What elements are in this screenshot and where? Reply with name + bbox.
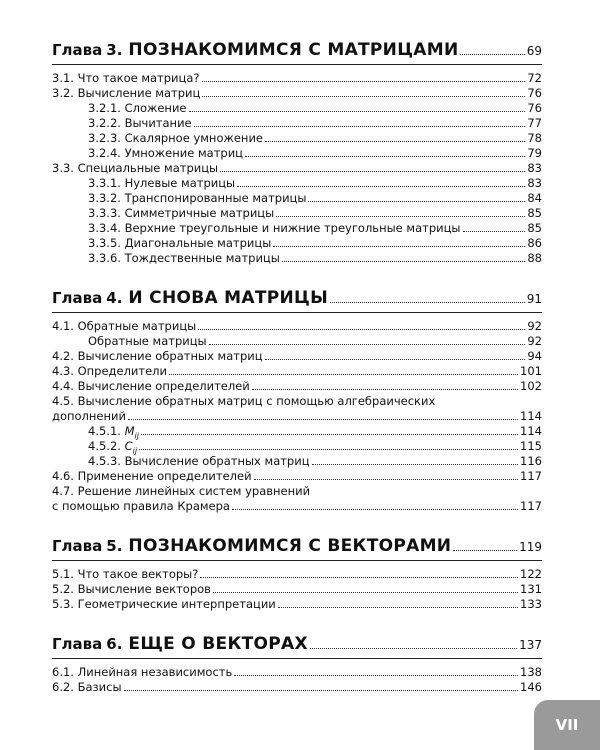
toc-entry-label: 4.5.2. $C_{ij}$ xyxy=(88,439,138,456)
chapter-heading xyxy=(52,288,542,313)
chapter-title: И СНОВА МАТРИЦЫ xyxy=(128,288,328,308)
toc-entry-text: 4.1. Обратные матрицы xyxy=(52,319,197,333)
toc-entry-page: 83 xyxy=(527,176,542,190)
toc-entry-text: 3.3.4. Верхние треугольные и нижние треугольные матрицы xyxy=(88,221,461,235)
chapter-title: ЕЩЕ О ВЕКТОРАХ xyxy=(128,634,308,654)
toc-entry xyxy=(52,86,542,101)
toc-entry-text: 5.3. Геометрические интерпретации xyxy=(52,597,276,611)
toc-entry-label xyxy=(88,191,306,206)
toc-entry-label xyxy=(52,597,276,612)
toc-entry-label: 4.5.1. $M_{ij}$ xyxy=(88,424,139,441)
toc-entry-page: 122 xyxy=(520,567,542,581)
toc-entry-label xyxy=(52,469,252,484)
toc-entry xyxy=(52,379,542,394)
toc-entry-label xyxy=(52,409,126,424)
toc-entry xyxy=(52,221,542,236)
toc-entry xyxy=(52,364,542,379)
toc-entry-label xyxy=(88,146,243,161)
toc-entry-text: 3.3. Специальные матрицы xyxy=(52,161,219,175)
toc-entry-text: 3.3.3. Симметричные матрицы xyxy=(88,206,275,220)
toc-entry-label xyxy=(88,221,461,236)
toc-entry-text: 4.2. Вычисление обратных матриц xyxy=(52,349,263,363)
toc-entry xyxy=(52,161,542,176)
toc-entry-page: 76 xyxy=(527,101,542,115)
toc-entry-page: 92 xyxy=(527,334,542,348)
toc-entry-label xyxy=(52,379,250,394)
toc-entry xyxy=(52,665,542,680)
dot-leader xyxy=(312,464,519,465)
toc-entry-label xyxy=(52,319,196,334)
dot-leader xyxy=(273,246,525,247)
toc-entry-label xyxy=(52,484,310,499)
toc-entry-subscript: ij xyxy=(134,431,139,441)
toc-entry-page: 92 xyxy=(527,319,542,333)
toc-entry-text: 5.2. Вычисление векторов xyxy=(52,582,211,596)
toc-entry-page: 85 xyxy=(527,206,542,220)
toc-entry-text: с помощью правила Крамера xyxy=(52,499,230,513)
toc-entry-page: 76 xyxy=(527,86,542,100)
toc-entry xyxy=(52,191,542,206)
chapter-page-number: 137 xyxy=(519,638,542,652)
dot-leader xyxy=(254,479,519,480)
chapter-page-number: 91 xyxy=(526,292,542,306)
chapter-number: 5. xyxy=(106,537,123,555)
toc-entry-page: 133 xyxy=(520,597,542,611)
dot-leader xyxy=(169,374,518,375)
toc-entry xyxy=(52,680,542,695)
chapter-heading xyxy=(52,40,542,65)
dot-leader xyxy=(330,302,525,303)
dot-leader xyxy=(198,329,525,330)
dot-leader xyxy=(278,607,518,608)
page-number-badge: VII xyxy=(534,700,600,750)
toc-entry xyxy=(52,236,542,251)
toc-entry-page: 131 xyxy=(520,582,542,596)
toc-entry-page: 114 xyxy=(520,424,542,438)
toc-entry-page: 138 xyxy=(520,665,542,679)
toc-entry-text: 5.1. Что такое векторы? xyxy=(52,567,199,581)
toc-entry-label xyxy=(52,161,218,176)
toc-entry-text: 4.5.3. Вычисление обратных матриц xyxy=(88,454,310,468)
toc-entry-text: 6.2. Базисы xyxy=(52,680,122,694)
dot-leader xyxy=(265,359,526,360)
toc-entry-page: 77 xyxy=(527,116,542,130)
dot-leader xyxy=(202,81,526,82)
dot-leader xyxy=(252,389,518,390)
dot-leader xyxy=(276,216,525,217)
toc-entry xyxy=(52,409,542,424)
chapter-section xyxy=(52,634,542,695)
toc-entry-text: 3.2.2. Вычитание xyxy=(88,116,192,130)
toc-entry-label xyxy=(52,499,230,514)
toc-entry xyxy=(52,439,542,454)
toc-entry-text: 6.1. Линейная независимость xyxy=(52,665,233,679)
toc-entry xyxy=(52,319,542,334)
toc-entry xyxy=(52,101,542,116)
toc-entry-page: 84 xyxy=(527,191,542,205)
dot-leader xyxy=(310,648,517,649)
toc-entry-label xyxy=(88,251,280,266)
toc-entry xyxy=(52,424,542,439)
toc-entry xyxy=(52,334,542,349)
dot-leader xyxy=(200,577,518,578)
toc-entry-text: 3.2. Вычисление матриц xyxy=(52,86,201,100)
chapter-page-number: 119 xyxy=(519,540,542,554)
chapter-word: Глава xyxy=(52,41,103,59)
toc-entry xyxy=(52,131,542,146)
dot-leader xyxy=(453,550,517,551)
toc-entry-text: 3.2.3. Скалярное умножение xyxy=(88,131,263,145)
chapter-word: Глава xyxy=(52,537,103,555)
dot-leader xyxy=(232,509,518,510)
toc-entry-page: 116 xyxy=(520,454,542,468)
toc-entry-subscript: ij xyxy=(132,446,138,456)
toc-entry-page: 85 xyxy=(527,221,542,235)
chapter-word: Глава xyxy=(52,289,103,307)
toc-entry-label xyxy=(88,101,187,116)
dot-leader xyxy=(202,96,525,97)
toc-entry-text: 4.5.2. xyxy=(88,439,125,453)
toc-entry-page: 88 xyxy=(527,251,542,265)
chapter-number: 4. xyxy=(106,289,123,307)
toc-entry-page: 72 xyxy=(527,71,542,85)
dot-leader xyxy=(282,261,526,262)
toc-entry-page: 101 xyxy=(520,364,542,378)
dot-leader xyxy=(194,126,526,127)
toc-entry-text: 3.1. Что такое матрица? xyxy=(52,71,200,85)
dot-leader xyxy=(265,141,525,142)
toc-entry-label xyxy=(52,71,200,86)
toc-entry-text: 3.3.1. Нулевые матрицы xyxy=(88,176,236,190)
toc-entry xyxy=(52,454,542,469)
toc-entry-label xyxy=(88,334,207,349)
chapter-section xyxy=(52,536,542,612)
toc-entry-label xyxy=(88,131,263,146)
chapter-page-number: 69 xyxy=(526,44,542,58)
dot-leader xyxy=(141,434,518,435)
toc-entry-label xyxy=(88,176,235,191)
table-of-contents xyxy=(52,40,542,717)
toc-entry xyxy=(52,597,542,612)
chapter-heading xyxy=(52,536,542,561)
toc-entry xyxy=(52,499,542,514)
toc-entry-text: 3.3.6. Тождественные матрицы xyxy=(88,251,280,265)
toc-entry xyxy=(52,484,542,499)
toc-entry-page: 102 xyxy=(520,379,542,393)
toc-entry-page: 117 xyxy=(520,469,542,483)
dot-leader xyxy=(124,690,519,691)
toc-entry xyxy=(52,251,542,266)
toc-entry xyxy=(52,349,542,364)
chapter-title: ПОЗНАКОМИМСЯ С МАТРИЦАМИ xyxy=(128,40,459,60)
toc-entry-page: 83 xyxy=(527,161,542,175)
toc-entry xyxy=(52,582,542,597)
toc-entry-page: 114 xyxy=(520,409,542,423)
dot-leader xyxy=(139,449,518,450)
toc-entry xyxy=(52,146,542,161)
toc-entry-text: 3.2.1. Сложение xyxy=(88,101,187,115)
chapter-title: ПОЗНАКОМИМСЯ С ВЕКТОРАМИ xyxy=(128,536,452,556)
dot-leader xyxy=(237,186,525,187)
toc-entry xyxy=(52,71,542,86)
toc-entry-label xyxy=(88,116,192,131)
toc-entry-label xyxy=(88,454,310,469)
toc-entry-text: 4.7. Решение линейных систем уравнений xyxy=(52,484,311,498)
toc-entry-page: 115 xyxy=(520,439,542,453)
chapter-section xyxy=(52,288,542,514)
toc-entry-label xyxy=(52,567,198,582)
toc-entry-label xyxy=(52,86,200,101)
dot-leader xyxy=(234,675,518,676)
toc-entry xyxy=(52,394,542,409)
toc-entry-label xyxy=(88,206,274,221)
toc-entry-page: 117 xyxy=(520,499,542,513)
chapter-section xyxy=(52,40,542,266)
toc-entry-page: 79 xyxy=(527,146,542,160)
toc-entry-text: 4.5.1. xyxy=(88,424,125,438)
toc-entry-label xyxy=(52,680,122,695)
toc-entry-label xyxy=(52,394,435,409)
toc-entry xyxy=(52,567,542,582)
toc-entry-text: 4.4. Вычисление определителей xyxy=(52,379,250,393)
chapter-heading xyxy=(52,634,542,659)
toc-entry-text: 4.6. Применение определителей xyxy=(52,469,252,483)
dot-leader xyxy=(460,54,524,55)
dot-leader xyxy=(128,419,518,420)
dot-leader xyxy=(213,592,518,593)
chapter-number: 3. xyxy=(106,41,123,59)
toc-entry-text: 3.3.5. Диагональные матрицы xyxy=(88,236,272,250)
dot-leader xyxy=(189,111,526,112)
toc-entry xyxy=(52,206,542,221)
toc-entry-text: 4.3. Определители xyxy=(52,364,167,378)
toc-entry-label xyxy=(88,236,271,251)
dot-leader xyxy=(220,171,525,172)
toc-entry xyxy=(52,176,542,191)
toc-entry-page: 86 xyxy=(527,236,542,250)
chapter-number: 6. xyxy=(106,635,123,653)
toc-entry-page: 78 xyxy=(527,131,542,145)
dot-leader xyxy=(209,344,526,345)
toc-entry-label xyxy=(52,349,263,364)
toc-entry-label xyxy=(52,665,232,680)
toc-entry xyxy=(52,469,542,484)
toc-entry-text: Обратные матрицы xyxy=(88,334,207,348)
toc-entry-text: 3.3.2. Транспонированные матрицы xyxy=(88,191,307,205)
toc-entry-label xyxy=(52,364,167,379)
toc-entry-text: 4.5. Вычисление обратных матриц с помощью алгебраических xyxy=(52,394,436,408)
toc-entry xyxy=(52,116,542,131)
toc-entry-page: 94 xyxy=(527,349,542,363)
dot-leader xyxy=(463,231,526,232)
toc-entry-page: 146 xyxy=(520,680,542,694)
toc-entry-text: дополнений xyxy=(52,409,126,423)
dot-leader xyxy=(308,201,525,202)
toc-entry-label xyxy=(52,582,211,597)
toc-entry-text: 3.2.4. Умножение матриц xyxy=(88,146,243,160)
chapter-word: Глава xyxy=(52,635,103,653)
dot-leader xyxy=(245,156,525,157)
